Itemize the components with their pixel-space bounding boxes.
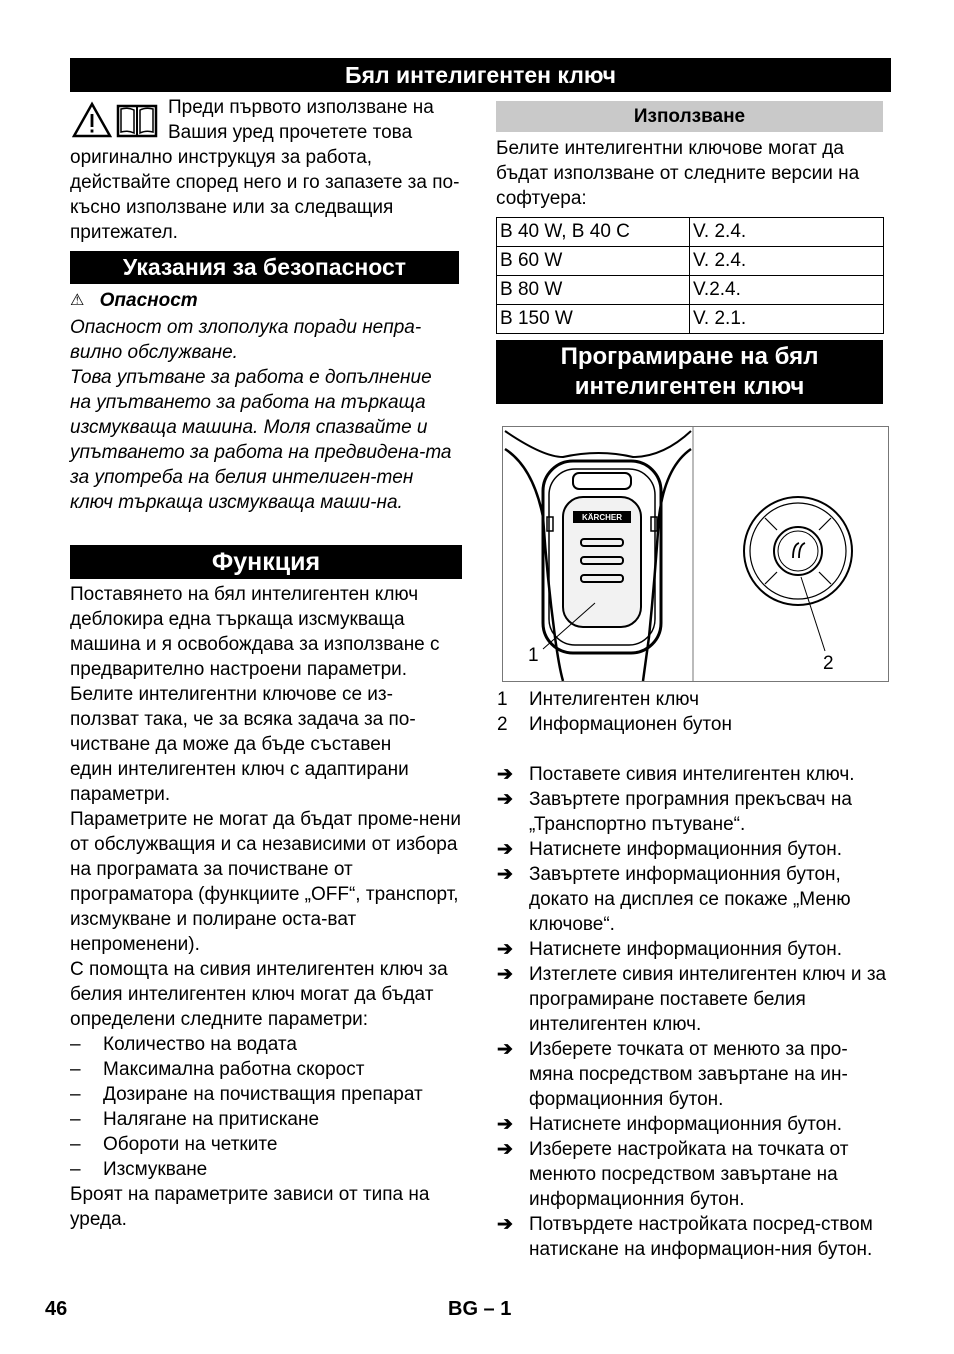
step-text: Натиснете информационния бутон.: [529, 939, 842, 960]
usage-title: Използване: [633, 106, 746, 127]
model-cell: B 40 W, B 40 C: [497, 218, 690, 247]
function-paragraph-1: Поставянето на бял интелигентен ключ деблокира една търкаща изсмукваща машина и я освобождава за използване с предварително настроени параметри.: [70, 584, 440, 680]
function-paragraph-2: Белите интелигентни ключове се из-ползват така, че за всяка задача за по-чистване да може да бъде съставен един интелигентен ключ с адаптирани параметри.: [70, 684, 416, 805]
param-label: Количество на водата: [103, 1034, 297, 1055]
supplement-text: Това упътване за работа е допълнение на упътването за работа на търкаща изсмукваща машина. Моля спазвайте и упътването за работа на предвидена-та за употреба на белия интелиген-тен ключ търкаща изсмукваща маши-на.: [70, 367, 452, 513]
legend-number: 2: [497, 714, 508, 735]
smart-key-figure: [502, 426, 889, 682]
model-cell: B 150 W: [497, 305, 690, 334]
step-text: Изберете точката от менюто за про-мяна посредством завъртане на ин-формационния бутон.: [529, 1039, 848, 1110]
programming-title-line-2: интелигентен ключ: [574, 373, 805, 400]
step-item: [497, 962, 887, 1037]
safety-title-bar: [70, 251, 459, 284]
programming-title-line-1: Програмиране на бял: [560, 343, 819, 370]
function-paragraph-5: Броят на параметрите зависи от типа на уреда.: [70, 1184, 430, 1230]
warning-book-icons: [72, 101, 162, 139]
callout-1: 1: [528, 645, 539, 666]
step-item: [497, 1137, 887, 1212]
param-label: Налягане на притискане: [103, 1109, 320, 1130]
step-item: [497, 1112, 887, 1137]
version-cell: V.2.4.: [690, 276, 884, 305]
callout-2: 2: [823, 653, 834, 674]
step-text: Поставете сивия интелигентен ключ.: [529, 764, 855, 785]
param-label: Обороти на четките: [103, 1134, 278, 1155]
safety-title: Указания за безопасност: [122, 254, 407, 280]
step-item: [497, 1037, 887, 1112]
param-item: – Максимална работна скорост: [70, 1059, 365, 1080]
page-title: Бял интелигентен ключ: [345, 62, 616, 88]
danger-text: Опасност от злополука поради непра-вилно обслужване.: [70, 317, 422, 363]
arrow-right-icon: ➔: [497, 864, 513, 885]
legend-number: 1: [497, 689, 508, 710]
version-cell: V. 2.1.: [690, 305, 884, 334]
model-cell: B 80 W: [497, 276, 690, 305]
arrow-right-icon: ➔: [497, 1039, 513, 1060]
step-text: Потвърдете настройката посред-ством натискане на информацион-ния бутон.: [529, 1214, 873, 1260]
step-item: [497, 862, 887, 937]
step-text: Завъртете програмния прекъсвач на „Транспортно пътуване“.: [529, 789, 852, 835]
intro-first-line-1: Преди първото използване на: [168, 97, 434, 118]
karcher-logo-text: KÄRCHER: [582, 513, 622, 522]
arrow-right-icon: ➔: [497, 1114, 513, 1135]
arrow-right-icon: ➔: [497, 939, 513, 960]
param-item: – Обороти на четките: [70, 1134, 278, 1155]
step-text: Завъртете информационния бутон, докато на дисплея се покаже „Меню ключове“.: [529, 864, 851, 935]
table-row: [497, 218, 884, 247]
danger-heading: [70, 288, 460, 314]
legend-text: Интелигентен ключ: [529, 689, 700, 710]
step-item: [497, 1212, 887, 1262]
software-version-table: [496, 217, 884, 334]
arrow-right-icon: ➔: [497, 964, 513, 985]
arrow-right-icon: ➔: [497, 1139, 513, 1160]
step-item: [497, 837, 887, 862]
step-item: [497, 762, 887, 787]
table-row: [497, 247, 884, 276]
section-label: BG – 1: [448, 1298, 512, 1320]
step-item: [497, 787, 887, 837]
usage-title-bar: [496, 101, 883, 132]
page-title-bar: [70, 58, 891, 92]
version-cell: V. 2.4.: [690, 247, 884, 276]
arrow-right-icon: ➔: [497, 1214, 513, 1235]
param-label: Дозиране на почистващия препарат: [103, 1084, 423, 1105]
step-text: Натиснете информационния бутон.: [529, 1114, 842, 1135]
table-row: [497, 276, 884, 305]
programming-title-bar: [496, 340, 883, 404]
function-paragraph-4: С помощта на сивия интелигентен ключ за белия интелигентен ключ могат да бъдат определени следните параметри:: [70, 959, 448, 1030]
arrow-right-icon: ➔: [497, 839, 513, 860]
function-title: Функция: [211, 548, 321, 576]
legend-item: [497, 712, 887, 737]
usage-text: Белите интелигентни ключове могат да бъдат използване от следните версии на софтуера:: [496, 138, 860, 209]
step-item: [497, 937, 887, 962]
function-title-bar: [70, 545, 462, 579]
param-label: Максимална работна скорост: [103, 1059, 365, 1080]
table-row: [497, 305, 884, 334]
legend-item: [497, 687, 887, 712]
intro-first-line-2: Вашия уред прочетете това: [168, 122, 413, 143]
model-cell: B 60 W: [497, 247, 690, 276]
function-paragraph-3: Параметрите не могат да бъдат проме-нени от обслужващия и са независими от избора на програмата за почистване от програматора (функциите „OFF“, транспорт, изсмукване и полиране оста-ват непроменени).: [70, 809, 462, 955]
param-item: – Дозиране на почистващия препарат: [70, 1084, 423, 1105]
intro-text: оригинално инструкцуя за работа, действайте според него и го запазете за по-късно използване или за следващия притежател.: [70, 147, 460, 243]
step-text: Изтеглете сивия интелигентен ключ и за програмиране поставете белия интелигентен ключ.: [529, 964, 887, 1035]
arrow-right-icon: ➔: [497, 789, 513, 810]
arrow-right-icon: ➔: [497, 764, 513, 785]
version-cell: V. 2.4.: [690, 218, 884, 247]
param-item: – Налягане на притискане: [70, 1109, 320, 1130]
danger-label: Опасност: [99, 290, 198, 311]
danger-triangle-icon: ⚠: [70, 292, 85, 309]
param-item: – Количество на водата: [70, 1034, 297, 1055]
step-text: Изберете настройката на точката от менюто посредством завъртане на информационния бутон.: [529, 1139, 849, 1210]
page-number: 46: [45, 1298, 68, 1320]
param-label: Изсмукване: [103, 1159, 208, 1180]
step-text: Натиснете информационния бутон.: [529, 839, 842, 860]
param-item: – Изсмукване: [70, 1159, 208, 1180]
legend-text: Информационен бутон: [529, 714, 732, 735]
